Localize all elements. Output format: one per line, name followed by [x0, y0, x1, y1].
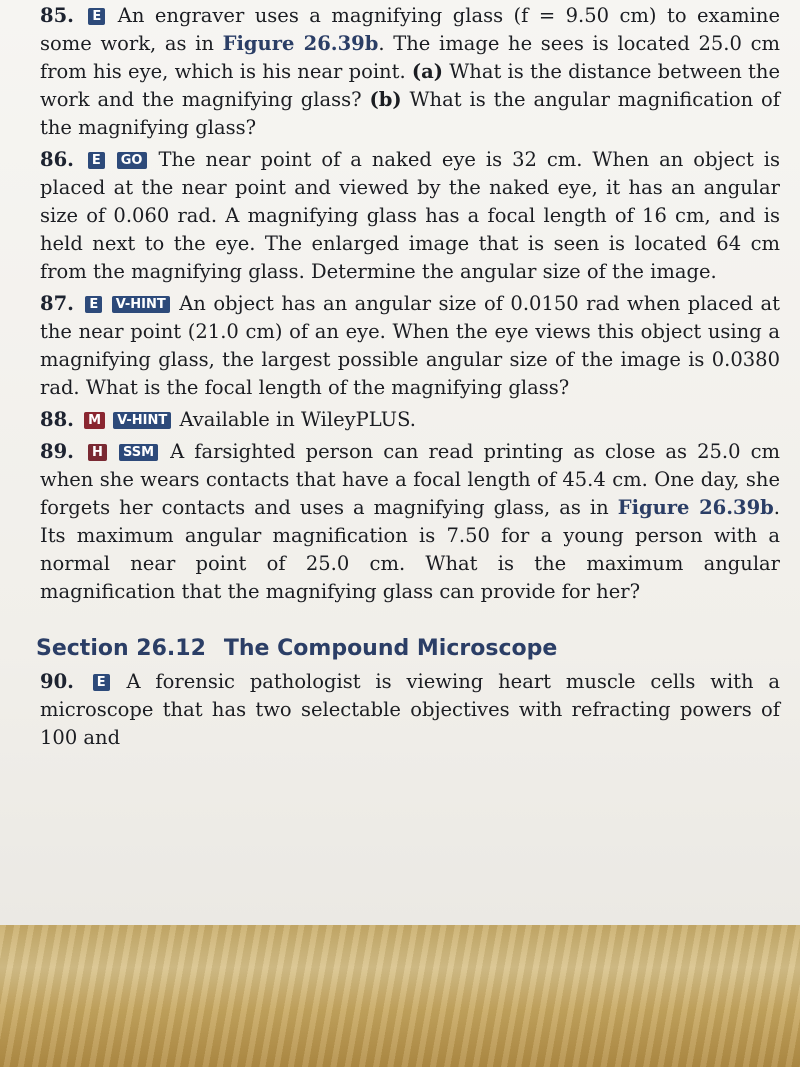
problem-number: 89. — [40, 440, 74, 463]
problem-90 — [40, 668, 780, 752]
difficulty-badge: E — [88, 152, 105, 169]
part-label: (b) — [369, 88, 402, 111]
problem-text: . Its maximum angular magnification is 7.50 for a young person with a normal near point of 25.0 cm. What is the maximum angular magnification that the magnifying glass can provide for her? — [40, 496, 780, 603]
problem-number: 90. — [40, 670, 74, 693]
problem-text: An object has an angular size of 0.0150 rad when placed at the near point (21.0 cm) of an eye. When the eye views this object using a magnifying glass, the largest possible angular size of the image is 0.0380 rad. What is the focal length of the magnifying glass? — [40, 292, 781, 399]
v-hint-badge: V-HINT — [113, 412, 171, 429]
problem-list — [36, 2, 781, 756]
go-badge: GO — [117, 152, 147, 169]
problem-number: 86. — [40, 148, 74, 171]
problem-text: An engraver uses a magnifying glass (f = 9.50 cm) to examine some work, as in — [40, 4, 781, 55]
problem-85 — [40, 2, 780, 142]
problem-text: What is the angular magnification of the magnifying glass? — [40, 88, 781, 139]
difficulty-badge: H — [88, 444, 107, 461]
problem-88 — [40, 406, 780, 434]
problem-text: . The image he sees is located 25.0 cm from his eye, which is his near point. — [40, 32, 780, 83]
problem-text: What is the distance between the work and the magnifying glass? — [40, 60, 780, 111]
section-heading — [36, 634, 780, 664]
problem-text: A farsighted person can read printing as close as 25.0 cm when she wears contacts that have a focal length of 45.4 cm. One day, she forgets her contacts and uses a magnifying glass, as in — [40, 440, 781, 519]
problem-number: 88. — [40, 408, 74, 431]
wooden-table-surface — [0, 925, 800, 1067]
problem-text: Available in WileyPLUS. — [179, 408, 416, 431]
difficulty-badge: E — [85, 296, 102, 313]
figure-reference: Figure 26.39b — [617, 496, 774, 519]
problem-86 — [40, 146, 780, 286]
part-label: (a) — [411, 60, 443, 83]
problem-89 — [40, 438, 780, 606]
problem-number: 85. — [40, 4, 74, 27]
ssm-badge: SSM — [119, 444, 158, 461]
problem-text: The near point of a naked eye is 32 cm. When an object is placed at the near point and viewed by the naked eye, it has an angular size of 0.060 rad. A magnifying glass has a focal length of 16 cm, and is held next to the eye. The enlarged image that is seen is located 64 cm from the magnifying glass. Determine the angular size of the image. — [40, 148, 781, 283]
figure-reference: Figure 26.39b — [222, 32, 379, 55]
problem-87 — [40, 290, 780, 402]
v-hint-badge: V-HINT — [112, 296, 170, 313]
difficulty-badge: E — [88, 8, 105, 25]
problem-number: 87. — [40, 292, 74, 315]
section-number: Section 26.12 — [36, 636, 206, 661]
section-title: The Compound Microscope — [223, 636, 558, 661]
difficulty-badge: M — [84, 412, 105, 429]
difficulty-badge: E — [93, 674, 110, 691]
problem-text: A forensic pathologist is viewing heart muscle cells with a microscope that has two selectable objectives with refracting powers of 100 and — [40, 670, 780, 749]
